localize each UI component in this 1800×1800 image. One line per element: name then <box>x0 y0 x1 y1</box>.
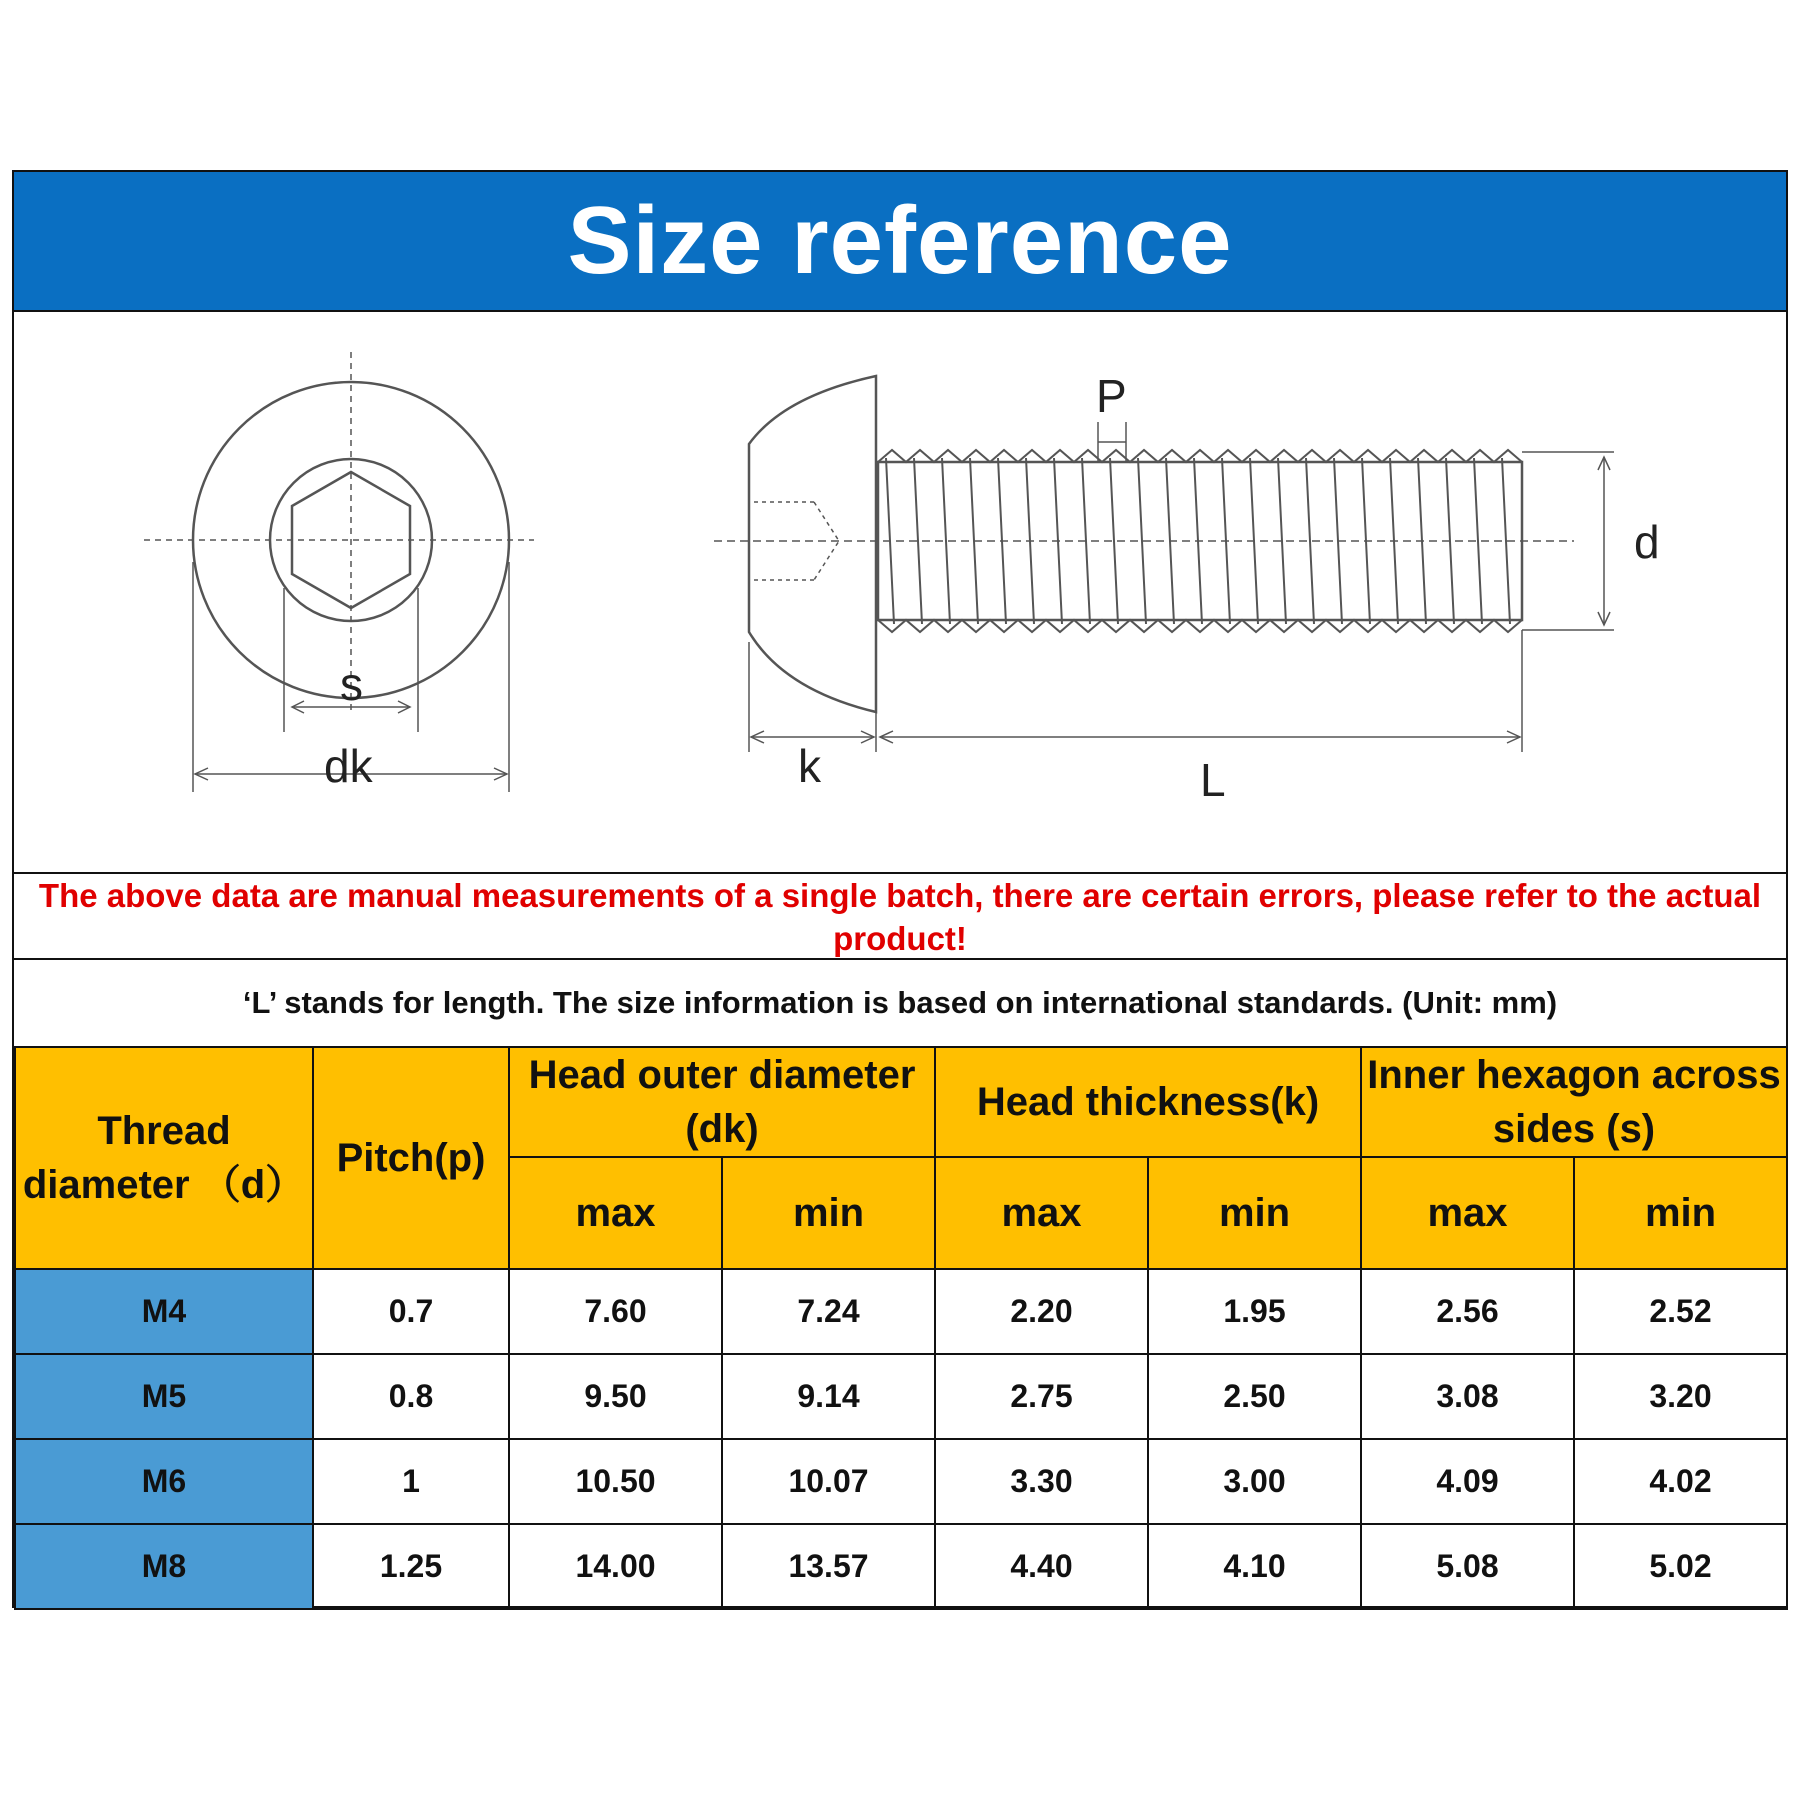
cell-dk-max: 14.00 <box>509 1524 722 1609</box>
header-inner-hexagon: Inner hexagon across sides (s) <box>1361 1047 1787 1157</box>
cell-s-max: 3.08 <box>1361 1354 1574 1439</box>
header-pitch: Pitch(p) <box>313 1047 509 1269</box>
cell-k-max: 2.75 <box>935 1354 1148 1439</box>
header-head-thickness: Head thickness(k) <box>935 1047 1361 1157</box>
cell-s-min: 5.02 <box>1574 1524 1787 1609</box>
header-k-max: max <box>935 1157 1148 1269</box>
cell-s-max: 2.56 <box>1361 1269 1574 1354</box>
cell-size: M6 <box>15 1439 313 1524</box>
cell-s-min: 2.52 <box>1574 1269 1787 1354</box>
cell-s-max: 4.09 <box>1361 1439 1574 1524</box>
cell-dk-min: 7.24 <box>722 1269 935 1354</box>
cell-k-max: 3.30 <box>935 1439 1148 1524</box>
cell-s-min: 3.20 <box>1574 1354 1787 1439</box>
label-p: P <box>1096 370 1127 422</box>
cell-s-min: 4.02 <box>1574 1439 1787 1524</box>
cell-dk-max: 9.50 <box>509 1354 722 1439</box>
header-s-min: min <box>1574 1157 1787 1269</box>
cell-dk-min: 10.07 <box>722 1439 935 1524</box>
table-row <box>15 1269 1787 1354</box>
cell-dk-max: 7.60 <box>509 1269 722 1354</box>
cell-size: M4 <box>15 1269 313 1354</box>
cell-k-max: 4.40 <box>935 1524 1148 1609</box>
size-table <box>14 1046 1788 1610</box>
cell-pitch: 1.25 <box>313 1524 509 1609</box>
cell-k-max: 2.20 <box>935 1269 1148 1354</box>
header-thread-diameter: Thread diameter （d） <box>15 1047 313 1269</box>
label-d: d <box>1634 516 1660 568</box>
label-l: L <box>1200 754 1226 806</box>
table-row <box>15 1354 1787 1439</box>
header-dk-min: min <box>722 1157 935 1269</box>
cell-k-min: 3.00 <box>1148 1439 1361 1524</box>
size-reference-sheet <box>12 170 1788 1608</box>
cell-pitch: 1 <box>313 1439 509 1524</box>
screw-drawing <box>14 312 1786 872</box>
title-banner <box>14 172 1786 312</box>
standards-note: ‘L’ stands for length. The size information is based on international standards. (Unit: mm) <box>242 985 1558 1020</box>
table-row <box>15 1524 1787 1609</box>
header-head-diameter: Head outer diameter (dk) <box>509 1047 935 1157</box>
label-k: k <box>798 740 821 792</box>
screw-diagram <box>14 312 1786 874</box>
cell-s-max: 5.08 <box>1361 1524 1574 1609</box>
header-dk-max: max <box>509 1157 722 1269</box>
header-s-max: max <box>1361 1157 1574 1269</box>
label-dk: dk <box>324 740 373 792</box>
cell-dk-min: 9.14 <box>722 1354 935 1439</box>
page-title: Size reference <box>567 187 1233 294</box>
cell-k-min: 2.50 <box>1148 1354 1361 1439</box>
measurement-warning: The above data are manual measurements of a single batch, there are certain errors, please refer to the actual product! <box>14 874 1786 960</box>
cell-pitch: 0.8 <box>313 1354 509 1439</box>
cell-k-min: 1.95 <box>1148 1269 1361 1354</box>
table-row <box>15 1439 1787 1524</box>
label-s: s <box>340 658 363 710</box>
cell-size: M8 <box>15 1524 313 1609</box>
cell-pitch: 0.7 <box>313 1269 509 1354</box>
cell-size: M5 <box>15 1354 313 1439</box>
button-head <box>749 376 876 712</box>
cell-dk-max: 10.50 <box>509 1439 722 1524</box>
cell-k-min: 4.10 <box>1148 1524 1361 1609</box>
cell-dk-min: 13.57 <box>722 1524 935 1609</box>
header-k-min: min <box>1148 1157 1361 1269</box>
